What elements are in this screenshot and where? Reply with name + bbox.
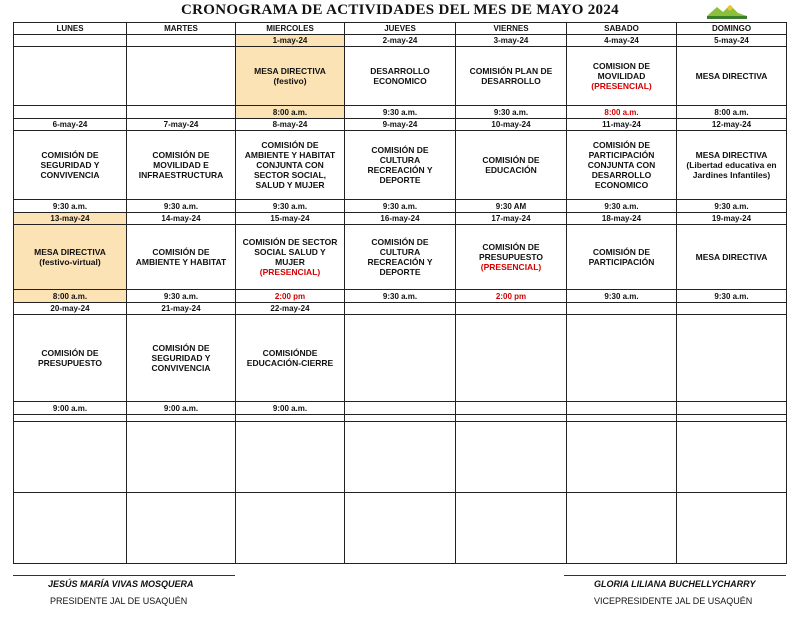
- event-cell: [567, 315, 677, 402]
- time-cell: [127, 106, 236, 119]
- time-cell: 9:30 a.m.: [14, 200, 127, 213]
- event-label: COMISIÓN DE AMBIENTE Y HABITAT CONJUNTA CON SECTOR SOCIAL, SALUD Y MUJER: [244, 140, 336, 190]
- date-cell: 12-may-24: [677, 119, 787, 131]
- time-cell: [14, 106, 127, 119]
- time-cell: 9:30 a.m.: [127, 200, 236, 213]
- week-event-row: [14, 47, 787, 106]
- page-title: CRONOGRAMA DE ACTIVIDADES DEL MES DE MAYO 2024: [181, 2, 619, 18]
- event-label: COMISIÓN DE PARTICIPACIÓN CONJUNTA CON DESARROLLO ECONOMICO: [587, 140, 656, 190]
- time-cell: 9:30 a.m.: [677, 200, 787, 213]
- empty-cell: [14, 493, 127, 564]
- week-date-row: [14, 303, 787, 315]
- time-cell: 8:00 a.m.: [236, 106, 345, 119]
- event-cell: [236, 131, 345, 200]
- date-cell: 18-may-24: [567, 213, 677, 225]
- empty-row: [14, 493, 787, 564]
- date-cell: 8-may-24: [236, 119, 345, 131]
- event-cell: [456, 315, 567, 402]
- event-cell: [236, 47, 345, 106]
- date-cell: [567, 303, 677, 315]
- event-cell: [14, 131, 127, 200]
- date-cell: 11-may-24: [567, 119, 677, 131]
- signature-line: [13, 575, 235, 576]
- event-label: MESA DIRECTIVA: [695, 252, 768, 262]
- week-time-row: [14, 402, 787, 415]
- empty-row: [14, 415, 787, 422]
- event-label: COMISIÓN DE AMBIENTE Y HABITAT: [135, 247, 227, 267]
- empty-cell: [236, 493, 345, 564]
- date-cell: 20-may-24: [14, 303, 127, 315]
- event-cell: [127, 47, 236, 106]
- time-cell: 9:30 a.m.: [345, 290, 456, 303]
- date-cell: 22-may-24: [236, 303, 345, 315]
- weekday-header: MIERCOLES: [236, 23, 345, 35]
- empty-cell: [567, 415, 677, 422]
- empty-cell: [456, 415, 567, 422]
- event-label: COMISIÓN DE SEGURIDAD Y CONVIVENCIA: [151, 343, 211, 373]
- date-cell: 10-may-24: [456, 119, 567, 131]
- empty-cell: [677, 422, 787, 493]
- event-label: MESA DIRECTIVA (festivo-virtual): [34, 247, 106, 267]
- event-cell: [127, 225, 236, 290]
- date-cell: [677, 303, 787, 315]
- date-cell: [456, 303, 567, 315]
- event-label: COMISIÓNDE EDUCACIÓN-CIERRE: [246, 348, 334, 368]
- date-cell: 16-may-24: [345, 213, 456, 225]
- empty-cell: [127, 422, 236, 493]
- empty-cell: [677, 493, 787, 564]
- date-cell: 15-may-24: [236, 213, 345, 225]
- date-cell: 21-may-24: [127, 303, 236, 315]
- week-time-row: [14, 290, 787, 303]
- empty-cell: [567, 493, 677, 564]
- date-cell: 6-may-24: [14, 119, 127, 131]
- empty-cell: [677, 415, 787, 422]
- signature-name: JESÚS MARÍA VIVAS MOSQUERA: [48, 579, 194, 589]
- time-cell: 9:30 AM: [456, 200, 567, 213]
- event-cell: [456, 225, 567, 290]
- event-label: COMISIÓN PLAN DE DESARROLLO: [469, 66, 553, 86]
- signature-role: VICEPRESIDENTE JAL DE USAQUÉN: [594, 596, 753, 606]
- empty-cell: [456, 422, 567, 493]
- event-label: COMISIÓN DE EDUCACIÓN: [482, 155, 540, 175]
- presencial-note: (PRESENCIAL): [480, 262, 542, 272]
- week-date-row: [14, 213, 787, 225]
- week-time-row: [14, 200, 787, 213]
- empty-cell: [345, 493, 456, 564]
- time-cell: 2:00 pm: [236, 290, 345, 303]
- event-cell: [456, 47, 567, 106]
- week-date-row: [14, 35, 787, 47]
- time-cell: 9:30 a.m.: [456, 106, 567, 119]
- time-cell: 8:00 a.m.: [677, 106, 787, 119]
- event-cell: [236, 225, 345, 290]
- time-cell: [345, 402, 456, 415]
- empty-cell: [127, 415, 236, 422]
- event-cell: [567, 47, 677, 106]
- date-cell: 2-may-24: [345, 35, 456, 47]
- time-cell: 9:30 a.m.: [345, 200, 456, 213]
- event-label: COMISIÓN DE MOVILIDAD E INFRAESTRUCTURA: [138, 150, 224, 180]
- event-label: COMISIÓN DE PRESUPUESTO: [478, 242, 544, 262]
- event-cell: [567, 131, 677, 200]
- signature-line: [564, 575, 786, 576]
- weekday-header: JUEVES: [345, 23, 456, 35]
- time-cell: 9:00 a.m.: [236, 402, 345, 415]
- date-cell: 7-may-24: [127, 119, 236, 131]
- date-cell: 13-may-24: [14, 213, 127, 225]
- time-cell: 9:30 a.m.: [677, 290, 787, 303]
- event-label: COMISIÓN DE PRESUPUESTO: [37, 348, 103, 368]
- time-cell: 2:00 pm: [456, 290, 567, 303]
- empty-cell: [345, 415, 456, 422]
- logo: [703, 2, 751, 20]
- event-label: COMISIÓN DE SECTOR SOCIAL SALUD Y MUJER: [242, 237, 338, 267]
- weekday-header: DOMINGO: [677, 23, 787, 35]
- event-label: COMISION DE MOVILIDAD: [592, 61, 651, 81]
- time-cell: 9:00 a.m.: [14, 402, 127, 415]
- week-time-row: [14, 106, 787, 119]
- empty-cell: [236, 415, 345, 422]
- time-cell: 9:00 a.m.: [127, 402, 236, 415]
- event-cell: [456, 131, 567, 200]
- date-cell: 17-may-24: [456, 213, 567, 225]
- event-label: COMISIÓN DE CULTURA RECREACIÓN Y DEPORTE: [367, 237, 433, 277]
- week-event-row: [14, 225, 787, 290]
- time-cell: 9:30 a.m.: [236, 200, 345, 213]
- date-cell: 5-may-24: [677, 35, 787, 47]
- time-cell: 8:00 a.m.: [567, 106, 677, 119]
- signature-role: PRESIDENTE JAL DE USAQUÉN: [50, 596, 188, 606]
- event-label: MESA DIRECTIVA: [695, 71, 768, 81]
- presencial-note: (PRESENCIAL): [591, 81, 652, 91]
- presencial-note: (PRESENCIAL): [259, 267, 321, 277]
- event-label: COMISIÓN DE SEGURIDAD Y CONVIVENCIA: [40, 150, 100, 180]
- time-cell: [567, 402, 677, 415]
- time-cell: 9:30 a.m.: [345, 106, 456, 119]
- date-cell: 3-may-24: [456, 35, 567, 47]
- calendar-table: [13, 22, 787, 564]
- date-cell: [345, 303, 456, 315]
- date-cell: 1-may-24: [236, 35, 345, 47]
- week-event-row: [14, 131, 787, 200]
- event-cell: [14, 47, 127, 106]
- week-event-row: [14, 315, 787, 402]
- event-cell: [677, 47, 787, 106]
- event-label: MESA DIRECTIVA (Libertad educativa en Jardines Infantiles): [686, 150, 777, 180]
- signature-name: GLORIA LILIANA BUCHELLYCHARRY: [594, 579, 756, 589]
- event-cell: [127, 315, 236, 402]
- event-cell: [236, 315, 345, 402]
- time-cell: 9:30 a.m.: [127, 290, 236, 303]
- time-cell: [456, 402, 567, 415]
- weekday-header: VIERNES: [456, 23, 567, 35]
- date-cell: 4-may-24: [567, 35, 677, 47]
- event-label: DESARROLLO ECONOMICO: [370, 66, 430, 86]
- date-cell: [14, 35, 127, 47]
- event-cell: [345, 225, 456, 290]
- event-cell: [14, 225, 127, 290]
- event-cell: [677, 225, 787, 290]
- event-cell: [345, 47, 456, 106]
- event-cell: [677, 131, 787, 200]
- weekday-header-row: [14, 23, 787, 35]
- empty-cell: [236, 422, 345, 493]
- empty-cell: [14, 422, 127, 493]
- weekday-header: LUNES: [14, 23, 127, 35]
- event-label: COMISIÓN DE PARTICIPACIÓN: [588, 247, 655, 267]
- weekday-header: SABADO: [567, 23, 677, 35]
- time-cell: 9:30 a.m.: [567, 200, 677, 213]
- weekday-header: MARTES: [127, 23, 236, 35]
- event-cell: [14, 315, 127, 402]
- time-cell: 9:30 a.m.: [567, 290, 677, 303]
- event-cell: [567, 225, 677, 290]
- date-cell: [127, 35, 236, 47]
- event-cell: [345, 131, 456, 200]
- event-cell: [345, 315, 456, 402]
- date-cell: 14-may-24: [127, 213, 236, 225]
- empty-cell: [567, 422, 677, 493]
- date-cell: 19-may-24: [677, 213, 787, 225]
- empty-cell: [127, 493, 236, 564]
- time-cell: [677, 402, 787, 415]
- week-date-row: [14, 119, 787, 131]
- event-cell: [127, 131, 236, 200]
- empty-cell: [456, 493, 567, 564]
- time-cell: 8:00 a.m.: [14, 290, 127, 303]
- empty-cell: [345, 422, 456, 493]
- event-cell: [677, 315, 787, 402]
- empty-row: [14, 422, 787, 493]
- empty-cell: [14, 415, 127, 422]
- date-cell: 9-may-24: [345, 119, 456, 131]
- event-label: MESA DIRECTIVA (festivo): [254, 66, 326, 86]
- event-label: COMISIÓN DE CULTURA RECREACIÓN Y DEPORTE: [367, 145, 433, 185]
